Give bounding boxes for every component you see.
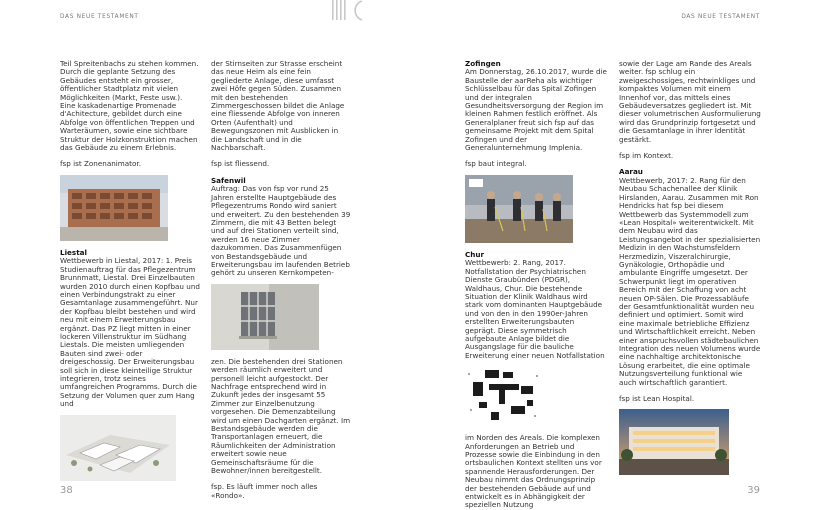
text-column-1 xyxy=(60,60,200,489)
paragraph: fsp ist fliessend. xyxy=(211,159,270,169)
page-number-right: 39 xyxy=(747,485,760,496)
section-heading-liestal: Liestal xyxy=(60,247,87,257)
photo-facade-window-safenwil xyxy=(211,284,319,350)
paragraph: fsp. Es läuft immer noch alles «Rondo». xyxy=(211,482,318,500)
model-photo-liestal xyxy=(60,415,176,481)
paragraph: Wettbewerb in Liestal, 2017: 1. Preis Studienauftrag für das Pflegezentrum Brunnmatt, Liestal. Drei Einzelbauten wurden 2010 durch einen Kopfbau und einen Verbindungstrakt zu einer Gesamtanlage zusammengeführt. Nur der Kopfbau bleibt bestehen und wird neu mit einem Erweiterungsbau ergänzt. Das PZ liegt mitten in einer lockeren Villenstruktur im Südhang Liestals. Die meisten umliegenden Bauten sind zwei- oder dreigeschossig. Der Erweiterungsbau soll sich in diese kleinteilige Struktur integrieren, trotz seines umfangreichen Programms. Durch die Setzung der Volumen quer zum Hang und xyxy=(60,256,200,409)
text-column-3 xyxy=(465,60,607,510)
paragraph: im Norden des Areals. Die komplexen Anforderungen an Betrieb und Prozesse sowie die Einbindung in den ortsbaulichen Kontext stellten uns vor spannende Herausforderungen. Der Neubau nimmt das Ordnungsprinzip der bestehenden Gebäude auf und entwickelt es in Abhängigkeit der speziellen Nutzung xyxy=(465,433,602,510)
section-heading-zofingen: Zofingen xyxy=(465,59,501,68)
paragraph: Teil Spreitenbachs zu stehen kommen. Durch die geplante Setzung des Gebäudes entsteht ein grosser, öffentlicher Stadtplatz mit vielen Möglichkeiten (Markt, Feste usw.). Eine kaskadenartige Promenade d'Achitecture, gebildet durch eine Abfolge von öffentlichen Treppen und Warteräumen, sowie eine sichtbare Struktur der Holzkonstruktion machen das Gebäude zu einem Erlebnis. xyxy=(60,59,199,153)
rendering-hospital-aarau xyxy=(619,409,729,475)
paragraph: Auftrag: Das von fsp vor rund 25 Jahren erstellte Hauptgebäude des Pflegezentrums Rondo wird saniert und erweitert. Zu den bestehenden 39 Zimmern, die mit 43 Betten belegt und auf drei Stationen verteilt sind, werden 16 neue Zimmer dazukommen. Das Zusammenfügen von Bestandsgebäude und Erweiterungsbau im laufenden Betrieb gehört zu unseren Kernkompeten- xyxy=(211,184,351,278)
paragraph: fsp ist Lean Hospital. xyxy=(619,394,695,404)
page-number-left: 38 xyxy=(60,485,73,496)
paragraph: fsp baut integral. xyxy=(465,159,527,169)
paragraph: Wettbewerb: 2. Rang, 2017. Notfallstation der Psychiatrischen Dienste Graubünden (PDGR), Waldhaus, Chur. Die bestehende Situation der Klinik Waldhaus wird stark vom dominanten Hauptgebäude und von den in den 1990er-Jahren erstellten Erweiterungsbauten geprägt. Diese symmetrisch aufgebaute Anlage bildet die Ausgangslage für die bauliche Erweiterung einer neuen Notfallstation xyxy=(465,258,605,360)
section-heading-chur: Chur xyxy=(465,249,485,259)
section-heading-safenwil: Safenwil xyxy=(211,175,246,185)
text-column-4 xyxy=(619,60,761,483)
paragraph: fsp ist Zonenanimator. xyxy=(60,159,141,169)
paragraph: zen. Die bestehenden drei Stationen werden räumlich erweitert und personell leicht aufgestockt. Der Nachfrage entsprechend wird in Zukunft jedes der insgesamt 55 Zimmer zur Einzelbenutzung vorgesehen. Die Demenzabteilung wird um einen Dachgarten ergänzt. Im Bestandsgebäude werden die Transportanlagen erneuert, die Räumlichkeiten der Administration erweitert sowie neue Gemeinschaftsräume für die Bewohner/innen bereitgestellt. xyxy=(211,356,351,476)
section-heading-aarau: Aarau xyxy=(619,167,643,177)
paragraph: sowie der Lage am Rande des Areals weiter. fsp schlug ein zweigeschossiges, rechtwinkliges und kompaktes Volumen mit einem Innenhof vor, das mittels eines Gebäudeversatzes gegliedert ist. Mit dieser volumetrischen Ausformulierung wird das Grundprinzip fortgesetzt und die Gesamtanlage in ihrer Identität gestärkt. xyxy=(619,59,761,144)
text-column-2 xyxy=(211,60,351,500)
paragraph: Wettbewerb, 2017: 2. Rang für den Neubau Schachenallee der Klinik Hirslanden, Aarau. Zusammen mit Ron Hendricks hat fsp bei diesem Wettbewerb das Systemmodell zum «Lean Hospital» weiterentwickelt. Mit dem Neubau wird das Leistungsangebot in der spezialisierten Medizin in den Wachstumsfeldern Herzmedizin, Viszeralchirurgie, Gynäkologie, Orthopädie und ambulante Eingriffe umgesetzt. Der Schwerpunkt liegt im operativen Bereich mit der Schaffung von acht neuen OP-Sälen. Die Prozessabläufe der Gesamtfunktionalität wurden neu definiert und optimiert. Somit wird eine maximale betriebliche Effizienz und Wirtschaftlichkeit erreicht. Neben einer anspruchsvollen städtebaulichen Integration des neuen Volumens wurde eine nachhaltige architektonische Lösung erarbeitet, die eine optimale Nutzungsverteilung funktional wie auch wirtschaftlich garantiert. xyxy=(619,175,761,387)
photo-building-spreitenbach xyxy=(60,175,168,241)
paragraph: Am Donnerstag, 26.10.2017, wurde die Baustelle der aarReha als wichtiger Schlüsselbau für das Spital Zofingen und der integralen Gesundheitsversorgung der Region im kleinen Rahmen festlich eröffnet. Als Generalplaner freut sich fsp auf das gemeinsame Projekt mit dem Spital Zofingen und der Generalunternehmung Implenia. xyxy=(465,67,607,153)
header-logo-mark xyxy=(332,0,372,22)
running-header-right: DAS NEUE TESTAMENT xyxy=(681,14,760,20)
paragraph: fsp im Kontext. xyxy=(619,151,674,161)
paragraph: der Stirnseiten zur Strasse erscheint das neue Heim als eine fein gegliederte Anlage, diese umfasst zwei Höfe gegen Süden. Zusammen mit den bestehenden Zimmergeschossen bildet die Anlage eine fliessende Abfolge von inneren Orten (Aufenthalt) und Bewegungszonen mit Ausblicken in die Landschaft und in die Nachbarschaft. xyxy=(211,59,345,153)
photo-groundbreaking-zofingen xyxy=(465,175,573,243)
site-plan-chur xyxy=(465,366,543,426)
running-header-left: DAS NEUE TESTAMENT xyxy=(60,14,139,20)
